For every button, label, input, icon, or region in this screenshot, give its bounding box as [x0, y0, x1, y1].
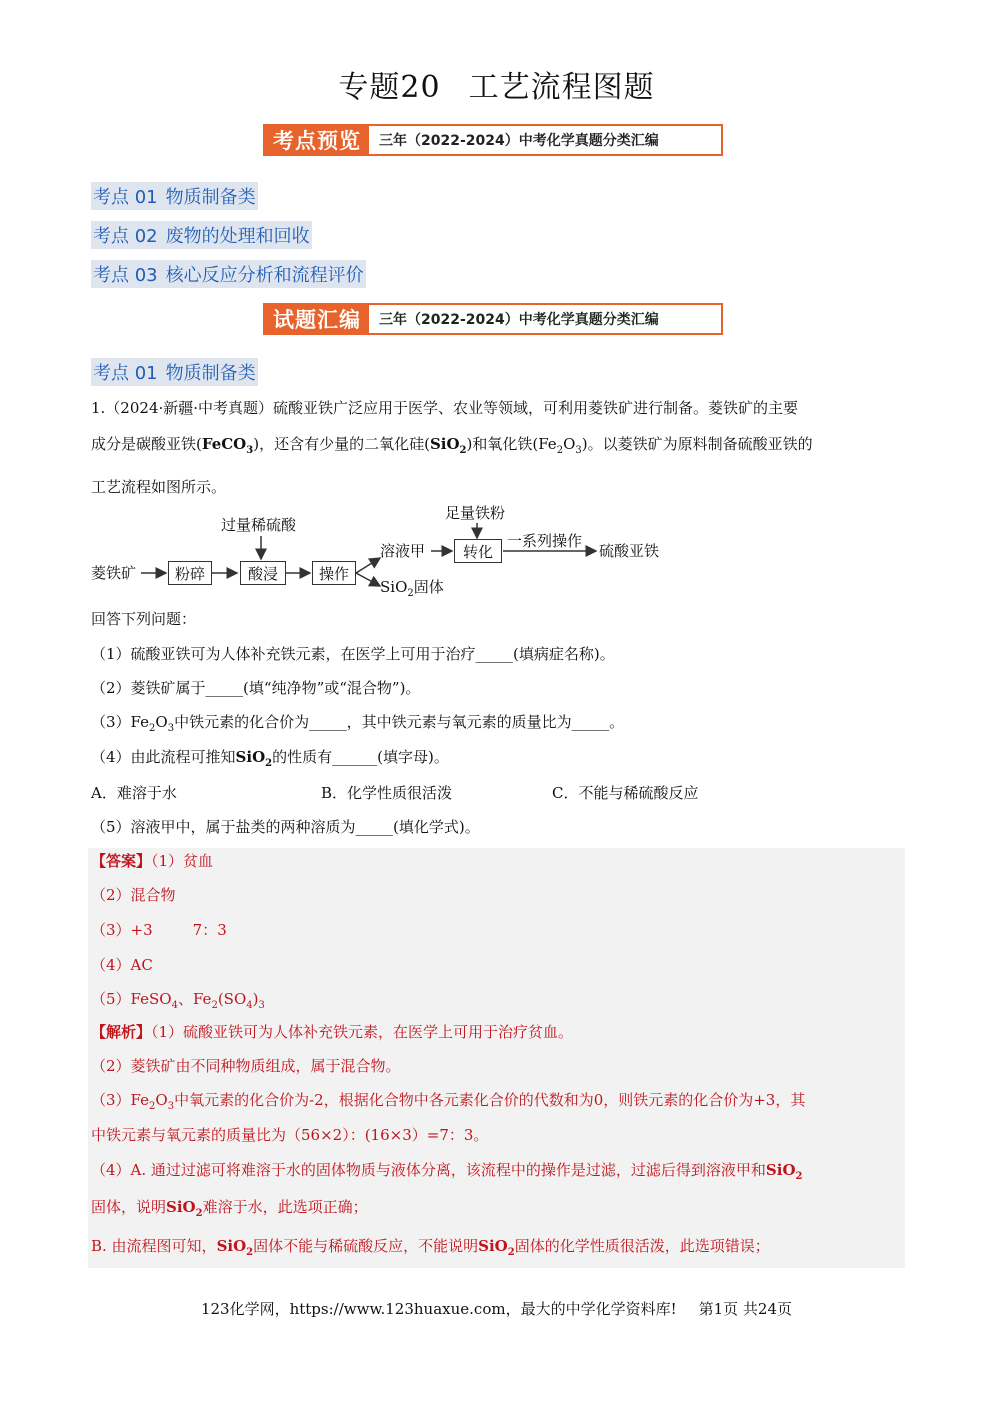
flow-raw-material: 菱铁矿: [91, 564, 137, 582]
flow-node-operate: 操作: [312, 561, 356, 585]
sub-question-4: （4）由此流程可推知SiO$_2$的性质有______(填字母)。: [91, 748, 449, 769]
option-c: C．不能与稀硫酸反应: [552, 784, 699, 802]
sub-question-3: $(3)Fe_2O_3$中铁元素的化合价为_____，其中铁元素与氧元素的质量比为_____。: [91, 713, 625, 734]
analysis-line-5: （4）A. 通过过滤可将难溶于水的固体物质与液体分离，该流程中的操作是过滤，过滤后得到溶液甲和SiO$_2$: [91, 1161, 803, 1182]
toc-item-01[interactable]: [91, 182, 258, 210]
toc-item-label: 物质制备类: [165, 187, 256, 208]
toc-item-02[interactable]: [91, 221, 312, 249]
toc-item-num: 考点 02: [93, 226, 158, 247]
flow-node-crush: 粉碎: [168, 561, 212, 585]
analysis-line-7: B. 由流程图可知，SiO$_2$固体不能与稀硫酸反应，不能说明SiO$_2$固体的化学性质很活泼，此选项错误；: [91, 1237, 770, 1258]
section-heading-label: 物质制备类: [165, 363, 256, 384]
question-prompt: 回答下列问题：: [91, 610, 197, 628]
analysis-line-2: （2）菱铁矿由不同种物质组成，属于混合物。: [91, 1057, 401, 1075]
answer-line-3: （3）+3 7：3: [91, 921, 227, 939]
sub-question-1: （1）硫酸亚铁可为人体补充铁元素，在医学上可用于治疗_____(填病症名称)。: [91, 645, 615, 663]
compilation-banner-subtitle: 三年（2022-2024）中考化学真题分类汇编: [379, 312, 659, 328]
answer-label: 【答案】: [91, 852, 152, 870]
question-line-1: 1.（2024·新疆·中考真题）硫酸亚铁广泛应用于医学、农业等领域，可利用菱铁矿进行制备。菱铁矿的主要: [91, 399, 799, 417]
title-name: 工艺流程图题: [468, 70, 655, 105]
option-a: A．难溶于水: [91, 784, 177, 802]
analysis-line-4: 中铁元素与氧元素的质量比为（56×2）：(16×3）=7：3。: [91, 1126, 489, 1144]
question-line-3: 工艺流程如图所示。: [91, 478, 227, 496]
compilation-banner-tag: 试题汇编: [265, 305, 369, 333]
toc-item-label: 核心反应分析和流程评价: [165, 265, 364, 286]
compilation-banner: [263, 303, 723, 335]
answer-line-1: 【答案】（1）贫血: [91, 852, 214, 870]
analysis-line-6: 固体，说明SiO$_2$难溶于水，此选项正确；: [91, 1198, 368, 1219]
flow-iron-label: 足量铁粉: [445, 504, 506, 522]
answer-line-5: （5）FeSO$_4$、$Fe_2(SO_4)_3$: [91, 990, 265, 1011]
analysis-label: 【解析】: [91, 1023, 152, 1041]
analysis-line-1: 【解析】（1）硫酸亚铁可为人体补充铁元素，在医学上可用于治疗贫血。: [91, 1023, 574, 1041]
answer-line-4: （4）AC: [91, 956, 153, 974]
footer-site-text: 123化学网，https://www.123huaxue.com，最大的中学化学资料库!: [200, 1300, 677, 1318]
flow-series-label: 一系列操作: [507, 532, 583, 550]
page-title: [0, 62, 993, 106]
preview-banner-tag: 考点预览: [265, 126, 369, 154]
flow-solid: SiO$_2$固体: [380, 578, 444, 599]
title-topic: 专题20: [338, 70, 441, 105]
analysis-line-3: $(3)Fe_2O_3$中氧元素的化合价为-2，根据化合物中各元素化合价的代数和为0，则铁元素的化合价为+3，其: [91, 1091, 806, 1112]
question-stem: [91, 390, 903, 505]
toc-item-label: 废物的处理和回收: [165, 226, 310, 247]
section-heading: [91, 358, 258, 386]
sub-question-2: （2）菱铁矿属于_____(填“纯净物”或“混合物”)。: [91, 679, 421, 697]
flow-solution: 溶液甲: [380, 542, 426, 560]
sub-question-5: （5）溶液甲中，属于盐类的两种溶质为_____(填化学式)。: [91, 818, 480, 836]
preview-banner: [263, 124, 723, 156]
footer-page-number: 第1页 共24页: [698, 1300, 793, 1318]
page-footer: [0, 1298, 993, 1319]
preview-banner-subtitle: 三年（2022-2024）中考化学真题分类汇编: [379, 133, 659, 149]
flow-node-convert: 转化: [454, 539, 502, 563]
flow-node-leach: 酸浸: [240, 561, 286, 585]
answer-line-2: （2）混合物: [91, 886, 176, 904]
option-b: B．化学性质很活泼: [321, 784, 453, 802]
flow-acid-label: 过量稀硫酸: [221, 516, 297, 534]
process-flow-diagram: [91, 500, 691, 600]
toc-item-num: 考点 01: [93, 187, 158, 208]
toc-item-num: 考点 03: [93, 265, 158, 286]
question-line-2: 成分是碳酸亚铁(FeCO$_3$)，还含有少量的二氧化硅(SiO$_2$)和氧化铁$(Fe_2O_3)$。以菱铁矿为原料制备硫酸亚铁的: [91, 435, 813, 456]
section-heading-num: 考点 01: [93, 363, 158, 384]
toc-item-03[interactable]: [91, 260, 366, 288]
flow-product: 硫酸亚铁: [599, 542, 660, 560]
